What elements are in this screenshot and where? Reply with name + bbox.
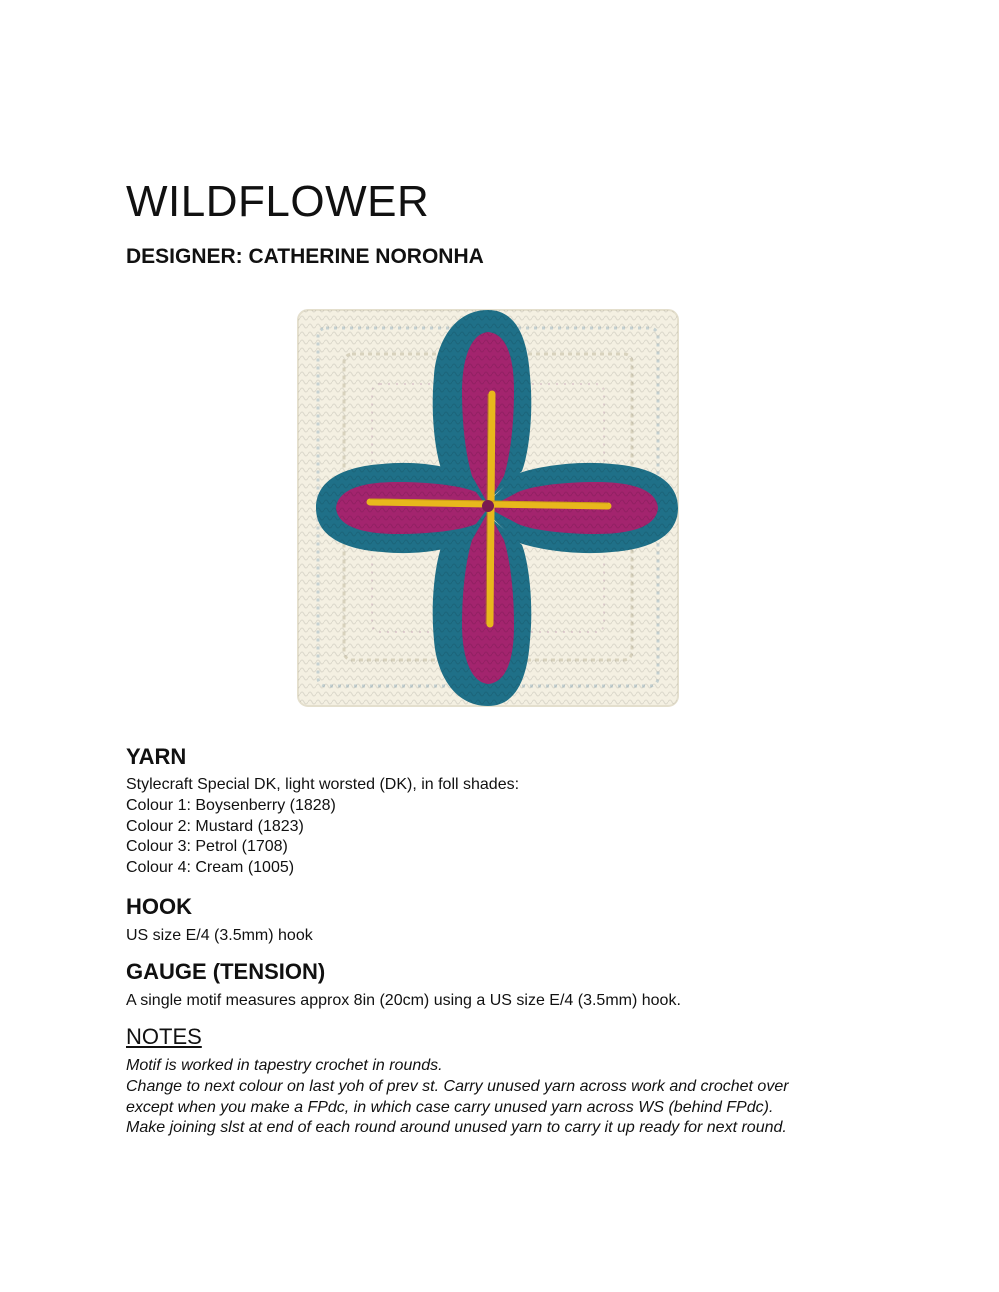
hook-heading: HOOK <box>126 894 192 919</box>
notes-line: except when you make a FPdc, in which case carry unused yarn across WS (behind FPdc). <box>126 1098 774 1116</box>
yarn-line: Colour 3: Petrol (1708) <box>126 838 288 856</box>
gauge-heading: GAUGE (TENSION) <box>126 959 326 984</box>
crochet-motif-photo <box>292 306 684 710</box>
yarn-line: Stylecraft Special DK, light worsted (DK), in foll shades: <box>126 776 520 793</box>
notes-line: Make joining slst at end of each round around unused yarn to carry it up ready for next round. <box>126 1119 787 1137</box>
gauge-text: A single motif measures approx 8in (20cm) using a US size E/4 (3.5mm) hook. <box>126 992 681 1009</box>
notes-heading: NOTES <box>126 1024 202 1049</box>
designer-credit: DESIGNER: CATHERINE NORONHA <box>126 245 484 268</box>
notes-line: Motif is worked in tapestry crochet in rounds. <box>126 1057 443 1074</box>
notes-body <box>126 1056 906 1139</box>
yarn-heading: YARN <box>126 744 187 769</box>
yarn-details <box>126 775 519 879</box>
hook-text: US size E/4 (3.5mm) hook <box>126 927 313 944</box>
yarn-line: Colour 4: Cream (1005) <box>126 859 295 877</box>
page-title: WILDFLOWER <box>126 177 430 226</box>
yarn-line: Colour 1: Boysenberry (1828) <box>126 796 336 814</box>
yarn-line: Colour 2: Mustard (1823) <box>126 817 304 835</box>
notes-line: Change to next colour on last yoh of prev st. Carry unused yarn across work and crochet over <box>126 1077 789 1095</box>
